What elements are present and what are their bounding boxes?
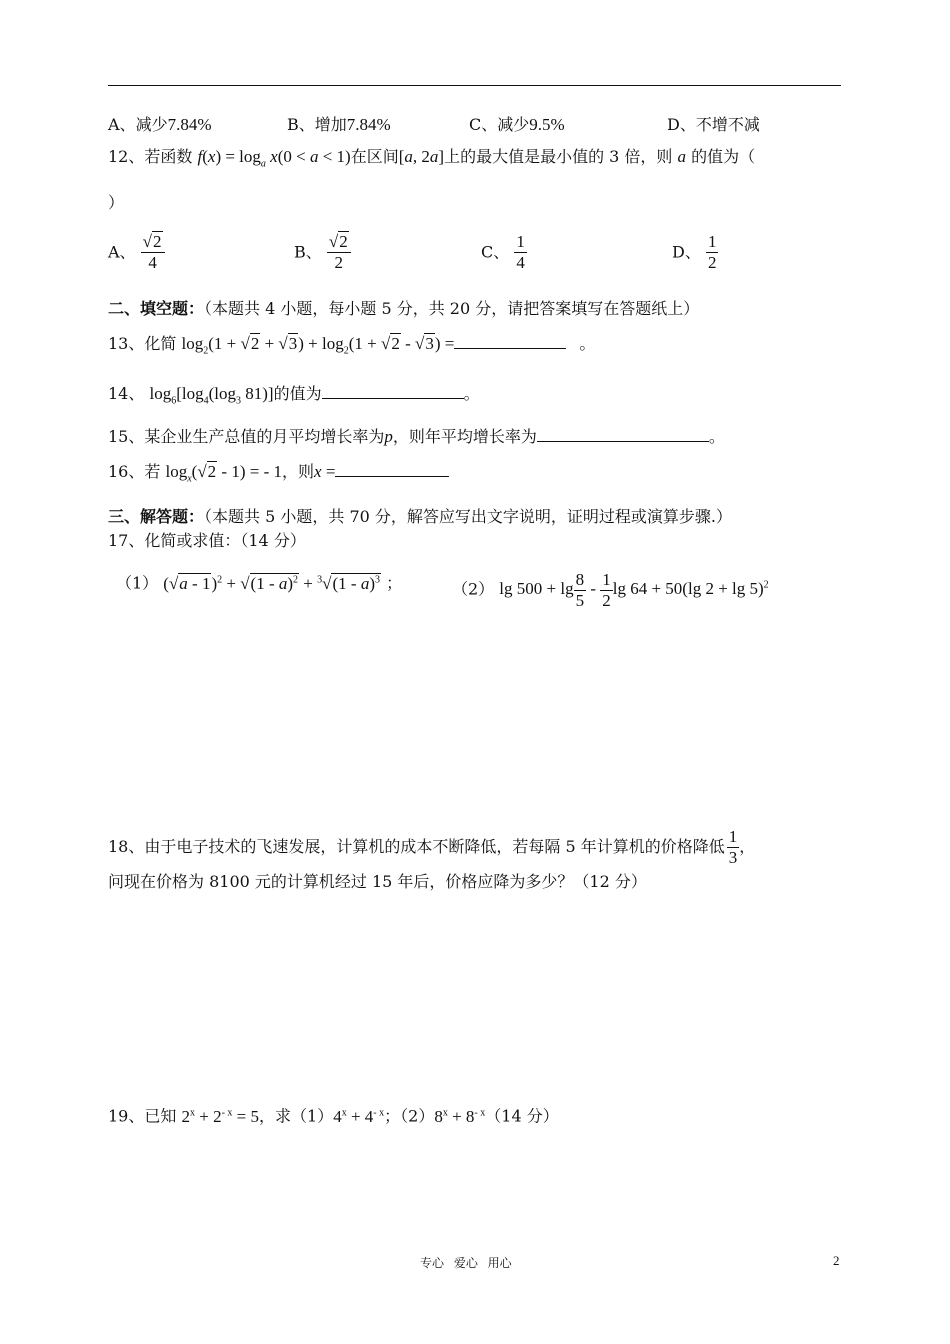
q11-option-c: C、减少9.5% (469, 115, 565, 134)
page-number: 2 (833, 1253, 840, 1268)
q19: 19、已知 $2^x + 2^{- x} = 5$，求$(1)4^x + 4^{- x}$；$(2)8^x + 8^{- x}(14$ 分） (108, 1106, 559, 1126)
q13: 13、化简 $\log_2(1 + √2 + √3) + \log_2(1 + √2 - √3)$ = 。 (108, 334, 596, 357)
q17-part2: （2） lg 500 + lg $\frac{8}{5}$ - $\frac{1}{2}$ lg 64 + 50(lg 2 + lg 5)$^2$ (452, 570, 769, 610)
q13-formula: $\log_2(1 + √2 + √3) + \log_2(1 + √2 - √3)$ = (181, 334, 455, 357)
q12-stem: 12、若函数 $f(x) = \log_a x(0 < a < 1)$在区间[a, 2a]上的最大值是最小值的 3 倍，则 a 的值为（ (108, 147, 756, 170)
q11-option-b: B、增加7.84% (287, 115, 391, 134)
header-rule (108, 85, 841, 86)
q16-answer-blank[interactable] (335, 462, 449, 477)
q12-function-formula: $f(x) = \log_a x(0 < a < 1)$ (197, 147, 351, 170)
q14-answer-blank[interactable] (322, 384, 464, 399)
q14: 14、 $\log_6[\log_4(\log_3$ 81)]的值为 。 (108, 384, 480, 407)
q15-answer-blank[interactable] (537, 427, 709, 442)
q16: 16、若 $\log_x(√2 - 1)$ = - 1，则x = (108, 462, 449, 489)
q11-option-a: A、减少7.84% (108, 115, 212, 134)
q14-formula: $\log_6[\log_4(\log_3$ 81)] (149, 384, 274, 407)
q17-title: 17、化简或求值：（14 分） (108, 531, 306, 550)
q18-line1: 18、由于电子技术的飞速发展，计算机的成本不断降低，若每隔 5 年计算机的价格降低 $\frac{1}{3}$ ， (108, 827, 756, 867)
section3-heading: 三、解答题：（本题共 5 小题，共 70 分，解答应写出文字说明，证明过程或演算步骤.） (108, 507, 732, 526)
q19-part1-formula: $4^x + 4^{- x}$ (333, 1106, 385, 1126)
q19-given-formula: $2^x + 2^{- x} = 5$ (181, 1106, 260, 1126)
section2-heading: 二、填空题：（本题共 4 小题，每小题 5 分，共 20 分，请把答案填写在答题纸上） (108, 299, 700, 318)
q18-line2: 问现在价格为 8100 元的计算机经过 15 年后，价格应降为多少？（12 分） (108, 872, 647, 891)
q19-part2-formula: $8^x + 8^{- x}$ (434, 1106, 486, 1126)
q16-formula: $\log_x(√2 - 1)$ = - 1 (165, 462, 282, 485)
q12-option-d: D、 $\frac{1}{2}$ (672, 232, 717, 272)
q12-option-c: C、 $\frac{1}{4}$ (481, 232, 525, 272)
footer-slogan: 专心 爱心 用心 (420, 1256, 512, 1270)
q17-part1: （1） (√a - 1)$^2$ + √(1 - a)$^2$ + $^3$√(1 - a)$^3$ ； (116, 573, 403, 593)
q12-option-a: A、 $\frac{√2}{4}$ (108, 232, 165, 273)
q12-close-paren: ） (108, 193, 125, 212)
q17-part1-formula: (√a - 1)$^2$ + √(1 - a)$^2$ + $^3$√(1 - a)$^3$ (163, 573, 380, 593)
q12-interval: [a, 2a] (398, 147, 445, 166)
q13-answer-blank[interactable] (454, 334, 566, 349)
q15: 15、某企业生产总值的月平均增长率为p，则年平均增长率为 。 (108, 427, 725, 446)
q11-option-d: D、不增不减 (667, 115, 760, 134)
q12-option-b: B、 $\frac{√2}{2}$ (294, 232, 351, 273)
q17-part2-formula: lg 500 + lg $\frac{8}{5}$ - $\frac{1}{2}$ lg 64 + 50(lg 2 + lg 5)$^2$ (499, 570, 769, 610)
